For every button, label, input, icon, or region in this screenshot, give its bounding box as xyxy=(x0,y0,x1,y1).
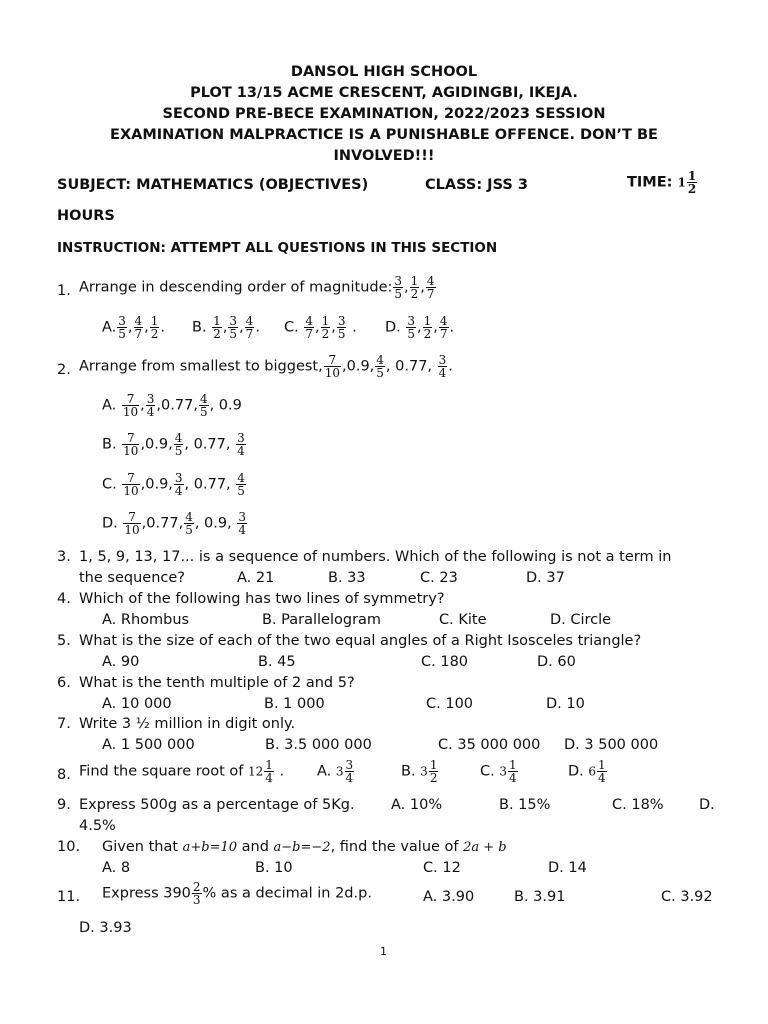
q10-text: Given that a+b=10 and a−b=−2, find the value of 2a + b xyxy=(102,839,507,855)
q6-text: What is the tenth multiple of 2 and 5? xyxy=(79,675,355,691)
q3-text-cont: the sequence? xyxy=(79,570,185,586)
q4-option-d: D. Circle xyxy=(550,612,612,628)
q4-option-c: C. Kite xyxy=(439,612,487,628)
hours-label: HOURS xyxy=(57,208,115,224)
q8-number: 8. xyxy=(57,767,71,783)
q11-option-a: A. 3.90 xyxy=(423,889,475,905)
q9-option-d-value: 4.5% xyxy=(79,818,116,834)
q7-option-d: D. 3 500 000 xyxy=(564,737,659,753)
q2-number: 2. xyxy=(57,362,71,378)
q6-option-d: D. 10 xyxy=(546,696,585,712)
q2-option-d: D. $\frac{7}{10}$ ,0.77, $\frac{4}{5}$ , 0.9, $\frac{3}{4}$ xyxy=(102,510,246,537)
q1-option-a: A. $\frac{3}{5}$ , $\frac{4}{7}$ , $\frac{1}{2}$ . xyxy=(102,314,166,341)
q7-option-b: B. 3.5 000 000 xyxy=(265,737,372,753)
q7-number: 7. xyxy=(57,716,71,732)
q6-option-a: A. 10 000 xyxy=(102,696,172,712)
q9-option-d-label: D. xyxy=(699,797,715,813)
q2-text: Arrange from smallest to biggest, $\frac{7}{10}$ ,0.9, $\frac{4}{5}$ , 0.77, $\frac{3}{4}$ . xyxy=(79,353,453,380)
q9-option-b: B. 15% xyxy=(499,797,551,813)
q8-option-a: A. 3 $\frac{3}{4}$ xyxy=(317,758,354,785)
q8-option-c: C. 3 $\frac{1}{4}$ xyxy=(480,758,517,785)
q10-option-d: D. 14 xyxy=(548,860,587,876)
q7-option-a: A. 1 500 000 xyxy=(102,737,195,753)
malpractice-warning-cont: INVOLVED!!! xyxy=(333,148,435,164)
q5-option-a: A. 90 xyxy=(102,654,140,670)
q6-option-c: C. 100 xyxy=(426,696,474,712)
q9-number: 9. xyxy=(57,797,71,813)
exam-title: SECOND PRE-BECE EXAMINATION, 2022/2023 SESSION xyxy=(162,106,606,122)
q5-option-c: C. 180 xyxy=(421,654,469,670)
q2-option-c: C. $\frac{7}{10}$ ,0.9, $\frac{3}{4}$ , 0.77, $\frac{4}{5}$ xyxy=(102,471,245,498)
q5-option-d: D. 60 xyxy=(537,654,576,670)
q11-number: 11. xyxy=(57,889,81,905)
time-label: TIME: 1 $\frac{1}{2}$ xyxy=(627,169,697,196)
q10-option-b: B. 10 xyxy=(255,860,293,876)
q9-option-a: A. 10% xyxy=(391,797,443,813)
malpractice-warning: EXAMINATION MALPRACTICE IS A PUNISHABLE OFFENCE. DON’T BE xyxy=(110,127,658,143)
q7-option-c: C. 35 000 000 xyxy=(438,737,541,753)
subject-label: SUBJECT: MATHEMATICS (OBJECTIVES) xyxy=(57,177,369,193)
q4-number: 4. xyxy=(57,591,71,607)
q10-option-c: C. 12 xyxy=(423,860,461,876)
q3-option-a: A. 21 xyxy=(237,570,275,586)
q3-text: 1, 5, 9, 13, 17... is a sequence of numbers. Which of the following is not a term in xyxy=(79,549,672,565)
q1-option-b: B. $\frac{1}{2}$ , $\frac{3}{5}$ , $\frac{4}{7}$ . xyxy=(192,314,260,341)
q11-option-d: D. 3.93 xyxy=(79,920,132,936)
q4-option-a: A. Rhombus xyxy=(102,612,190,628)
q1-option-c: C. $\frac{4}{7}$ , $\frac{1}{2}$ , $\frac{3}{5}$ . xyxy=(284,314,357,341)
q4-option-b: B. Parallelogram xyxy=(262,612,382,628)
q9-text: Express 500g as a percentage of 5Kg. xyxy=(79,797,355,813)
q6-option-b: B. 1 000 xyxy=(264,696,325,712)
q1-option-d: D. $\frac{3}{5}$ , $\frac{1}{2}$ , $\frac{4}{7}$ . xyxy=(385,314,455,341)
q10-option-a: A. 8 xyxy=(102,860,131,876)
q3-number: 3. xyxy=(57,549,71,565)
class-label: CLASS: JSS 3 xyxy=(425,177,528,193)
q1-text: Arrange in descending order of magnitude: $\frac{3}{5}$ , $\frac{1}{2}$ , $\frac{4}{7}$ xyxy=(79,274,435,301)
q2-option-b: B. $\frac{7}{10}$ ,0.9, $\frac{4}{5}$ , 0.77, $\frac{3}{4}$ xyxy=(102,431,245,458)
school-address: PLOT 13/15 ACME CRESCENT, AGIDINGBI, IKEJA. xyxy=(190,85,578,101)
q5-number: 5. xyxy=(57,633,71,649)
q8-option-d: D. 6 $\frac{1}{4}$ xyxy=(568,758,606,785)
q5-text: What is the size of each of the two equal angles of a Right Isosceles triangle? xyxy=(79,633,642,649)
school-name: DANSOL HIGH SCHOOL xyxy=(290,64,478,80)
q7-text: Write 3 ½ million in digit only. xyxy=(79,716,296,732)
q3-option-d: D. 37 xyxy=(526,570,565,586)
q5-option-b: B. 45 xyxy=(258,654,296,670)
q8-text: Find the square root of 12 $\frac{1}{4}$ . xyxy=(79,758,285,785)
q8-option-b: B. 3 $\frac{1}{2}$ xyxy=(401,758,438,785)
q1-number: 1. xyxy=(57,283,71,299)
q11-option-b: B. 3.91 xyxy=(514,889,566,905)
q4-text: Which of the following has two lines of symmetry? xyxy=(79,591,445,607)
q3-option-b: B. 33 xyxy=(328,570,366,586)
page-number: 1 xyxy=(380,945,387,958)
q10-number: 10. xyxy=(57,839,81,855)
q6-number: 6. xyxy=(57,675,71,691)
q11-option-c: C. 3.92 xyxy=(661,889,713,905)
q9-option-c: C. 18% xyxy=(612,797,664,813)
q3-option-c: C. 23 xyxy=(420,570,458,586)
q11-text: Express 390 $\frac{2}{3}$ % as a decimal in 2d.p. xyxy=(102,880,372,907)
instruction: INSTRUCTION: ATTEMPT ALL QUESTIONS IN THIS SECTION xyxy=(57,240,498,256)
q2-option-a: A. $\frac{7}{10}$ , $\frac{3}{4}$ ,0.77, $\frac{4}{5}$ , 0.9 xyxy=(102,392,242,419)
